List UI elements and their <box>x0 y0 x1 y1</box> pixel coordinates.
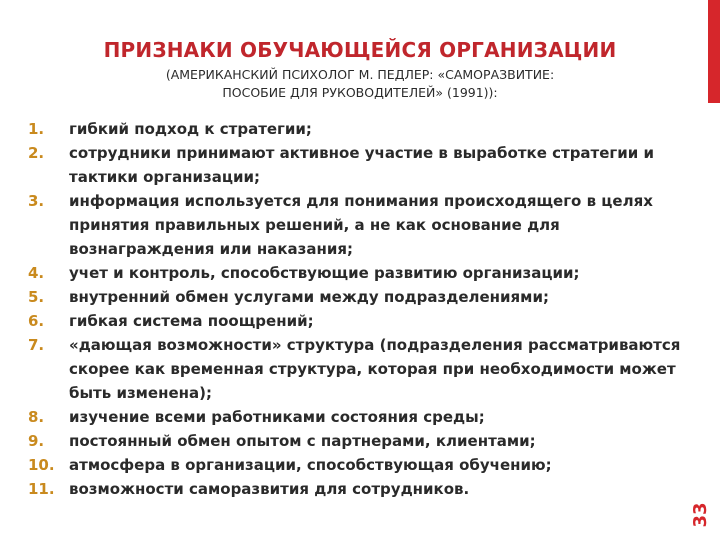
list-item <box>28 333 700 405</box>
item-text: атмосфера в организации, способствующая обучению; <box>69 456 552 474</box>
accent-bar <box>708 0 720 103</box>
item-number: 9. <box>28 432 45 450</box>
list-item <box>28 117 700 141</box>
item-text: изучение всеми работниками состояния среды; <box>69 408 485 426</box>
list-item <box>28 309 700 333</box>
item-text: гибкая система поощрений; <box>69 312 314 330</box>
item-number: 6. <box>28 312 45 330</box>
list-item <box>28 141 700 189</box>
features-list <box>28 117 700 501</box>
item-number: 3. <box>28 192 45 210</box>
slide-subtitle: (АМЕРИКАНСКИЙ ПСИХОЛОГ М. ПЕДЛЕР: «САМОРАЗВИТИЕ: ПОСОБИЕ ДЛЯ РУКОВОДИТЕЛЕЙ» (1991)): <box>165 67 555 100</box>
page-number: 33 <box>690 502 711 528</box>
item-text: гибкий подход к стратегии; <box>69 120 312 138</box>
list-item <box>28 261 700 285</box>
list-item <box>28 405 700 429</box>
item-number: 4. <box>28 264 45 282</box>
item-number: 8. <box>28 408 45 426</box>
list-item <box>28 429 700 453</box>
item-text: «дающая возможности» структура (подразделения рассматриваются скорее как временная структура, которая при необходимости может быть изменена); <box>69 336 681 402</box>
item-number: 10. <box>28 456 55 474</box>
item-number: 1. <box>28 120 45 138</box>
item-text: возможности саморазвития для сотрудников. <box>69 480 470 498</box>
item-number: 11. <box>28 480 55 498</box>
list-item <box>28 189 700 261</box>
item-number: 5. <box>28 288 45 306</box>
item-text: информация используется для понимания происходящего в целях принятия правильных решений, а не как основание для вознаграждения или наказания; <box>69 192 653 258</box>
item-number: 7. <box>28 336 45 354</box>
item-number: 2. <box>28 144 45 162</box>
list-item <box>28 285 700 309</box>
item-text: внутренний обмен услугами между подразделениями; <box>69 288 549 306</box>
list-item <box>28 453 700 477</box>
slide-title: ПРИЗНАКИ ОБУЧАЮЩЕЙСЯ ОРГАНИЗАЦИИ <box>103 38 617 62</box>
item-text: постоянный обмен опытом с партнерами, клиентами; <box>69 432 536 450</box>
item-text: учет и контроль, способствующие развитию организации; <box>69 264 580 282</box>
list-item <box>28 477 700 501</box>
item-text: сотрудники принимают активное участие в выработке стратегии и тактики организации; <box>69 144 655 186</box>
